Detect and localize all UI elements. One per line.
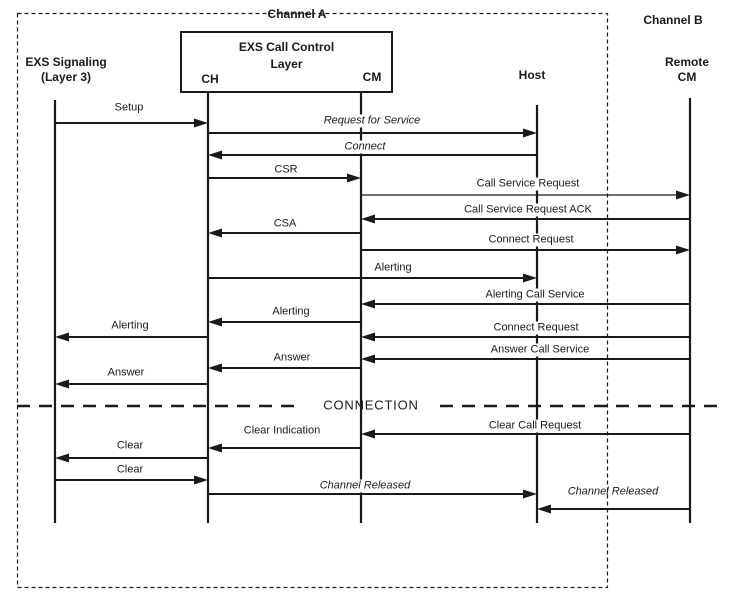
message-label-clear-indication: Clear Indication [241,425,323,438]
arrowhead-csa [208,229,222,238]
call-control-box-subtitle: Layer [270,57,303,71]
arrowhead-alerting [55,333,69,342]
message-label-call-service-request: Call Service Request [474,178,583,191]
message-label-answer: Answer [271,352,314,365]
arrowhead-clear [55,454,69,463]
message-label-alerting: Alerting [371,262,414,275]
exs-signaling-line1: EXS Signaling [25,55,107,69]
arrowhead-answer [55,380,69,389]
arrowhead-request-for-service [523,129,537,138]
connection-separator-label: CONNECTION [323,397,419,413]
arrowhead-call-service-request [676,191,690,200]
arrowhead-clear [194,476,208,485]
arrowhead-setup [194,119,208,128]
arrowhead-answer [208,364,222,373]
lifeline-label-exs-signaling [25,55,106,85]
arrowhead-channel-released [523,490,537,499]
exs-call-control-box [180,31,393,93]
channel-a-label: Channel A [267,7,327,21]
message-label-call-service-request-ack: Call Service Request ACK [461,204,595,217]
remote-cm-line1: Remote [664,55,710,69]
arrowhead-clear-indication [208,444,222,453]
message-label-request-for-service: Request for Service [321,115,424,128]
arrowhead-connect [208,151,222,160]
message-label-clear-call-request: Clear Call Request [486,420,584,433]
arrowhead-call-service-request-ack [361,215,375,224]
message-label-connect: Connect [342,141,389,154]
lifeline-label-ch: CH [201,72,219,86]
arrowhead-alerting [523,274,537,283]
arrowhead-connect-request [361,333,375,342]
message-label-answer-call-service: Answer Call Service [488,344,592,357]
arrowhead-clear-call-request [361,430,375,439]
lifeline-label-host: Host [518,68,546,82]
arrowhead-connect-request [676,246,690,255]
arrowhead-answer-call-service [361,355,375,364]
exs-signaling-line2: (Layer 3) [40,70,92,84]
message-label-connect-request: Connect Request [491,322,582,335]
arrowhead-alerting-call-service [361,300,375,309]
message-label-alerting: Alerting [269,306,312,319]
lifeline-label-cm: CM [362,70,382,84]
arrowhead-alerting [208,318,222,327]
remote-cm-line2: CM [677,70,697,84]
channel-b-label: Channel B [643,13,703,27]
message-label-clear: Clear [114,440,146,453]
message-label-connect-request: Connect Request [486,234,577,247]
message-label-csa: CSA [271,218,300,231]
message-label-channel-released: Channel Released [567,485,659,498]
message-label-clear: Clear [114,464,146,477]
message-label-alerting: Alerting [108,320,151,333]
lifeline-label-remote-cm [665,55,709,85]
arrowhead-csr [347,174,361,183]
call-control-box-title: EXS Call Control [238,40,335,54]
message-label-csr: CSR [271,164,300,177]
message-label-alerting-call-service: Alerting Call Service [482,289,587,302]
message-label-channel-released: Channel Released [317,480,414,493]
message-label-answer: Answer [105,367,148,380]
arrowhead-channel-released [537,505,551,514]
message-label-setup: Setup [112,102,147,115]
